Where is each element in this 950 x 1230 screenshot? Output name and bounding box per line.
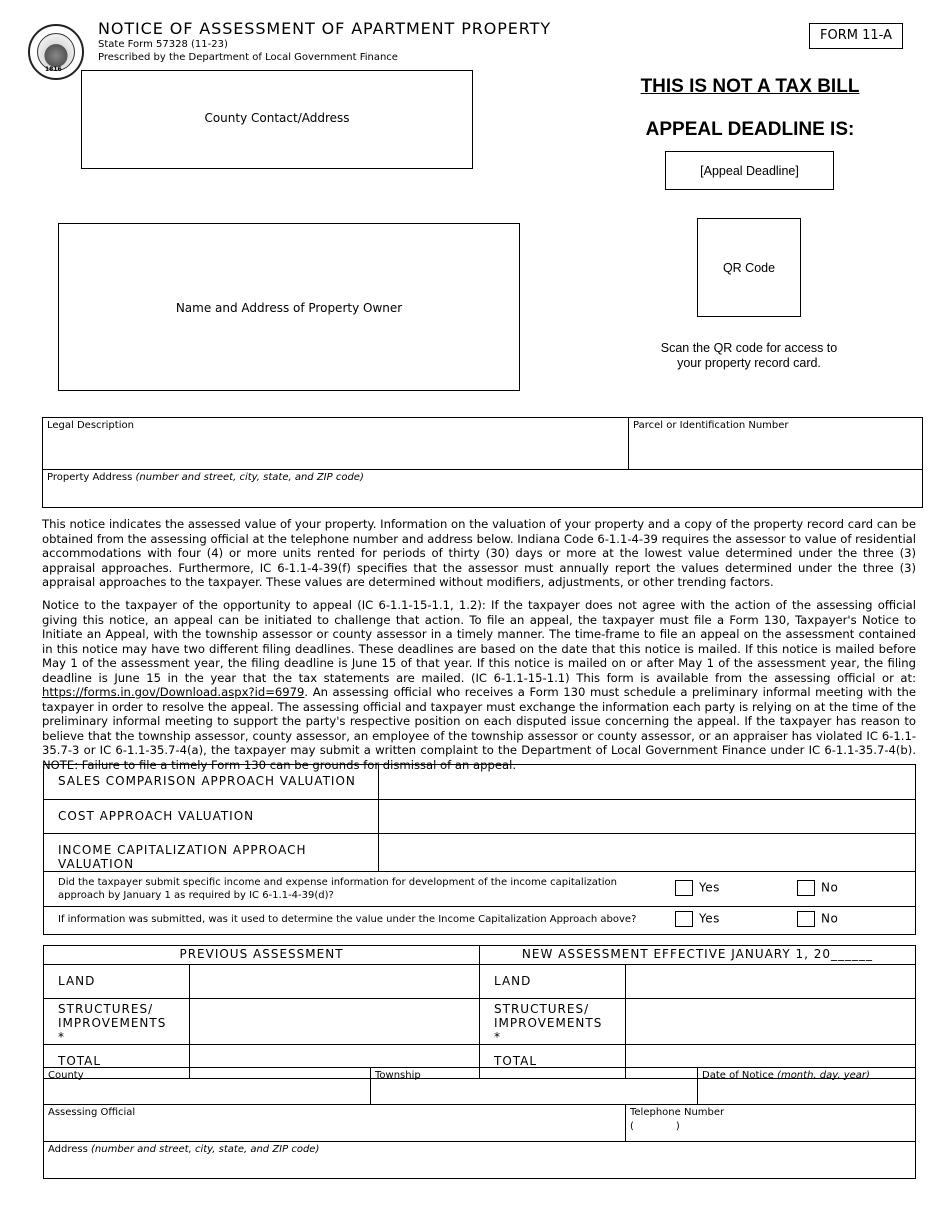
new-land-label: LAND: [480, 965, 626, 999]
property-owner-box[interactable]: [58, 223, 520, 391]
property-address-label: Property Address: [47, 472, 133, 483]
property-address-field[interactable]: [43, 470, 923, 508]
date-hint: (month, day, year): [777, 1070, 870, 1081]
sales-comparison-value[interactable]: [379, 765, 916, 800]
seal-year: 1816: [45, 66, 62, 73]
income-used-question-row: [44, 907, 916, 935]
appeal-deadline-field[interactable]: [665, 151, 834, 190]
new-land-value[interactable]: [626, 965, 916, 999]
q1-yes-option[interactable]: Yes: [675, 880, 720, 896]
telephone-area-code[interactable]: ( ): [630, 1121, 680, 1132]
q1-yes-checkbox[interactable]: [675, 880, 693, 896]
appeal-notice-paragraph: Notice to the taxpayer of the opportunity to appeal (IC 6-1.1-15-1.1, 1.2): If the taxpayer does not agree with the action of the assessing official giving this notice, an appeal can be initiated to challenge that action. To file an appeal, the taxpayer must file a Form 130, Taxpayer's Notice to Initiate an Appeal, with the township assessor or county assessor in a timely manner. The time-frame to file an appeal on the assessment contained in this notice may have two different filing deadlines. These deadlines are based on the date that this notice is mailed. If this notice is mailed before May 1 of the assessment year, the filing deadline is June 15 of that year. If this notice is mailed on or after May 1 of the assessment year, the filing deadline is June 15 in the year that the tax statements are mailed. (IC 6-1.1-15-1.1) This form is available from the assessing official or at: https://forms.in.gov/Download.aspx?id=6979. An assessing official who receives a Form 130 must schedule a preliminary informal meeting with the taxpayer in order to resolve the appeal. The assessing official and taxpayer must exchange the information each party is relying on at the time of the preliminary informal meeting to support the party's respective position on each disputed issue concerning the appeal. If the taxpayer has reason to believe that the township assessor, county assessor, an employee of the township assessor or county assessor, or an appraiser has violated IC 6-1.1-35.7-3 or IC 6-1.1-35.7-4(a), the taxpayer may submit a written complaint to the Department of Local Government Finance under IC 6-1.1-35.7-4(b). NOTE: Failure to file a timely Form 130 can be grounds for dismissal of an appeal.: [42, 598, 916, 772]
parcel-number-label: Parcel or Identification Number: [633, 420, 789, 431]
assessing-official-table: [43, 1067, 916, 1105]
prev-land-value[interactable]: [190, 965, 480, 999]
qr-note: [640, 341, 858, 371]
assessment-info-paragraph: This notice indicates the assessed value of your property. Information on the valuation of your property and a copy of the property record card can be obtained from the assessing official at the telephone number and address below. Indiana Code 6-1.1-4-39 requires the assessor to value of residential accommodations with four (4) or more units rented for periods of thirty (30) days or more at the lowest value determined under the three (3) appraisal approaches. Furthermore, IC 6-1.1-4-39(f) specifies that the assessor must annually report the values determined under the three (3) appraisal approaches to the taxpayer. These values are determined without modifiers, adjustments, or other trending factors.: [42, 517, 916, 589]
qr-note-line2: your property record card.: [677, 356, 821, 370]
official-address-label: Address: [48, 1144, 88, 1155]
township-field[interactable]: [371, 1068, 698, 1105]
form-id-badge: FORM 11-A: [809, 23, 903, 49]
assessing-official-label: Assessing Official: [48, 1107, 136, 1118]
not-tax-bill-heading: THIS IS NOT A TAX BILL: [640, 76, 860, 97]
valuation-table: [43, 764, 916, 935]
property-address-hint: (number and street, city, state, and ZIP code): [135, 472, 364, 483]
date-of-notice-label: Date of Notice: [702, 1070, 774, 1081]
q1-no-option[interactable]: No: [797, 880, 838, 896]
official-address-field[interactable]: [44, 1142, 916, 1179]
income-cap-label: INCOME CAPITALIZATION APPROACH VALUATION: [44, 834, 379, 872]
official-address-hint: (number and street, city, state, and ZIP code): [91, 1144, 320, 1155]
prescribed-by: Prescribed by the Department of Local Government Finance: [98, 52, 398, 63]
qr-code-label: QR Code: [722, 260, 776, 275]
assessment-table: [43, 945, 916, 1079]
form-130-link[interactable]: https://forms.in.gov/Download.aspx?id=6979: [42, 685, 305, 699]
new-assessment-header: NEW ASSESSMENT EFFECTIVE JANUARY 1, 20______: [480, 946, 916, 965]
property-owner-label: Name and Address of Property Owner: [175, 301, 403, 315]
county-label: County: [48, 1070, 84, 1081]
cost-approach-label: COST APPROACH VALUATION: [44, 800, 379, 834]
county-field[interactable]: [44, 1068, 371, 1105]
income-info-question-row: [44, 872, 916, 907]
county-contact-box[interactable]: [81, 70, 473, 169]
address-table: [43, 1141, 916, 1179]
prev-structures-value[interactable]: [190, 999, 480, 1045]
telephone-label: Telephone Number: [630, 1107, 725, 1118]
appeal-deadline-heading: APPEAL DEADLINE IS:: [645, 119, 855, 140]
property-info-table: [42, 417, 923, 508]
state-seal: [28, 24, 84, 80]
income-used-question: If information was submitted, was it used to determine the value under the Income Capitalization Approach above?: [58, 914, 637, 925]
appeal-deadline-placeholder: [Appeal Deadline]: [700, 163, 799, 178]
legal-description-label: Legal Description: [47, 420, 134, 431]
new-structures-value[interactable]: [626, 999, 916, 1045]
q1-no-checkbox[interactable]: [797, 880, 815, 896]
official-phone-table: [43, 1104, 916, 1142]
new-structures-label: STRUCTURES/ IMPROVEMENTS *: [480, 999, 626, 1045]
date-of-notice-field[interactable]: [698, 1068, 916, 1105]
qr-code-box: [697, 218, 801, 317]
income-cap-value[interactable]: [379, 834, 916, 872]
prev-land-label: LAND: [44, 965, 190, 999]
q2-yes-option[interactable]: Yes: [675, 911, 720, 927]
legal-description-field[interactable]: [43, 418, 629, 470]
state-form-line: State Form 57328 (11-23): [98, 39, 228, 50]
township-label: Township: [375, 1070, 421, 1081]
prev-total-label: TOTAL: [44, 1045, 190, 1079]
q2-yes-checkbox[interactable]: [675, 911, 693, 927]
sales-comparison-label: SALES COMPARISON APPROACH VALUATION: [44, 765, 379, 800]
new-total-label: TOTAL: [480, 1045, 626, 1079]
previous-assessment-header: PREVIOUS ASSESSMENT: [44, 946, 480, 965]
q2-no-checkbox[interactable]: [797, 911, 815, 927]
q2-no-option[interactable]: No: [797, 911, 838, 927]
parcel-number-field[interactable]: [629, 418, 923, 470]
qr-note-line1: Scan the QR code for access to: [660, 341, 838, 355]
prev-structures-label: STRUCTURES/ IMPROVEMENTS *: [44, 999, 190, 1045]
telephone-field[interactable]: [626, 1105, 916, 1142]
form-title: NOTICE OF ASSESSMENT OF APARTMENT PROPERTY: [98, 19, 552, 38]
income-info-question: Did the taxpayer submit specific income and expense information for development of the income capitalization approach by January 1 as required by IC 6-1.1-4-39(d)?: [58, 877, 618, 901]
county-contact-label: County Contact/Address: [204, 111, 350, 125]
assessing-official-field[interactable]: [44, 1105, 626, 1142]
cost-approach-value[interactable]: [379, 800, 916, 834]
